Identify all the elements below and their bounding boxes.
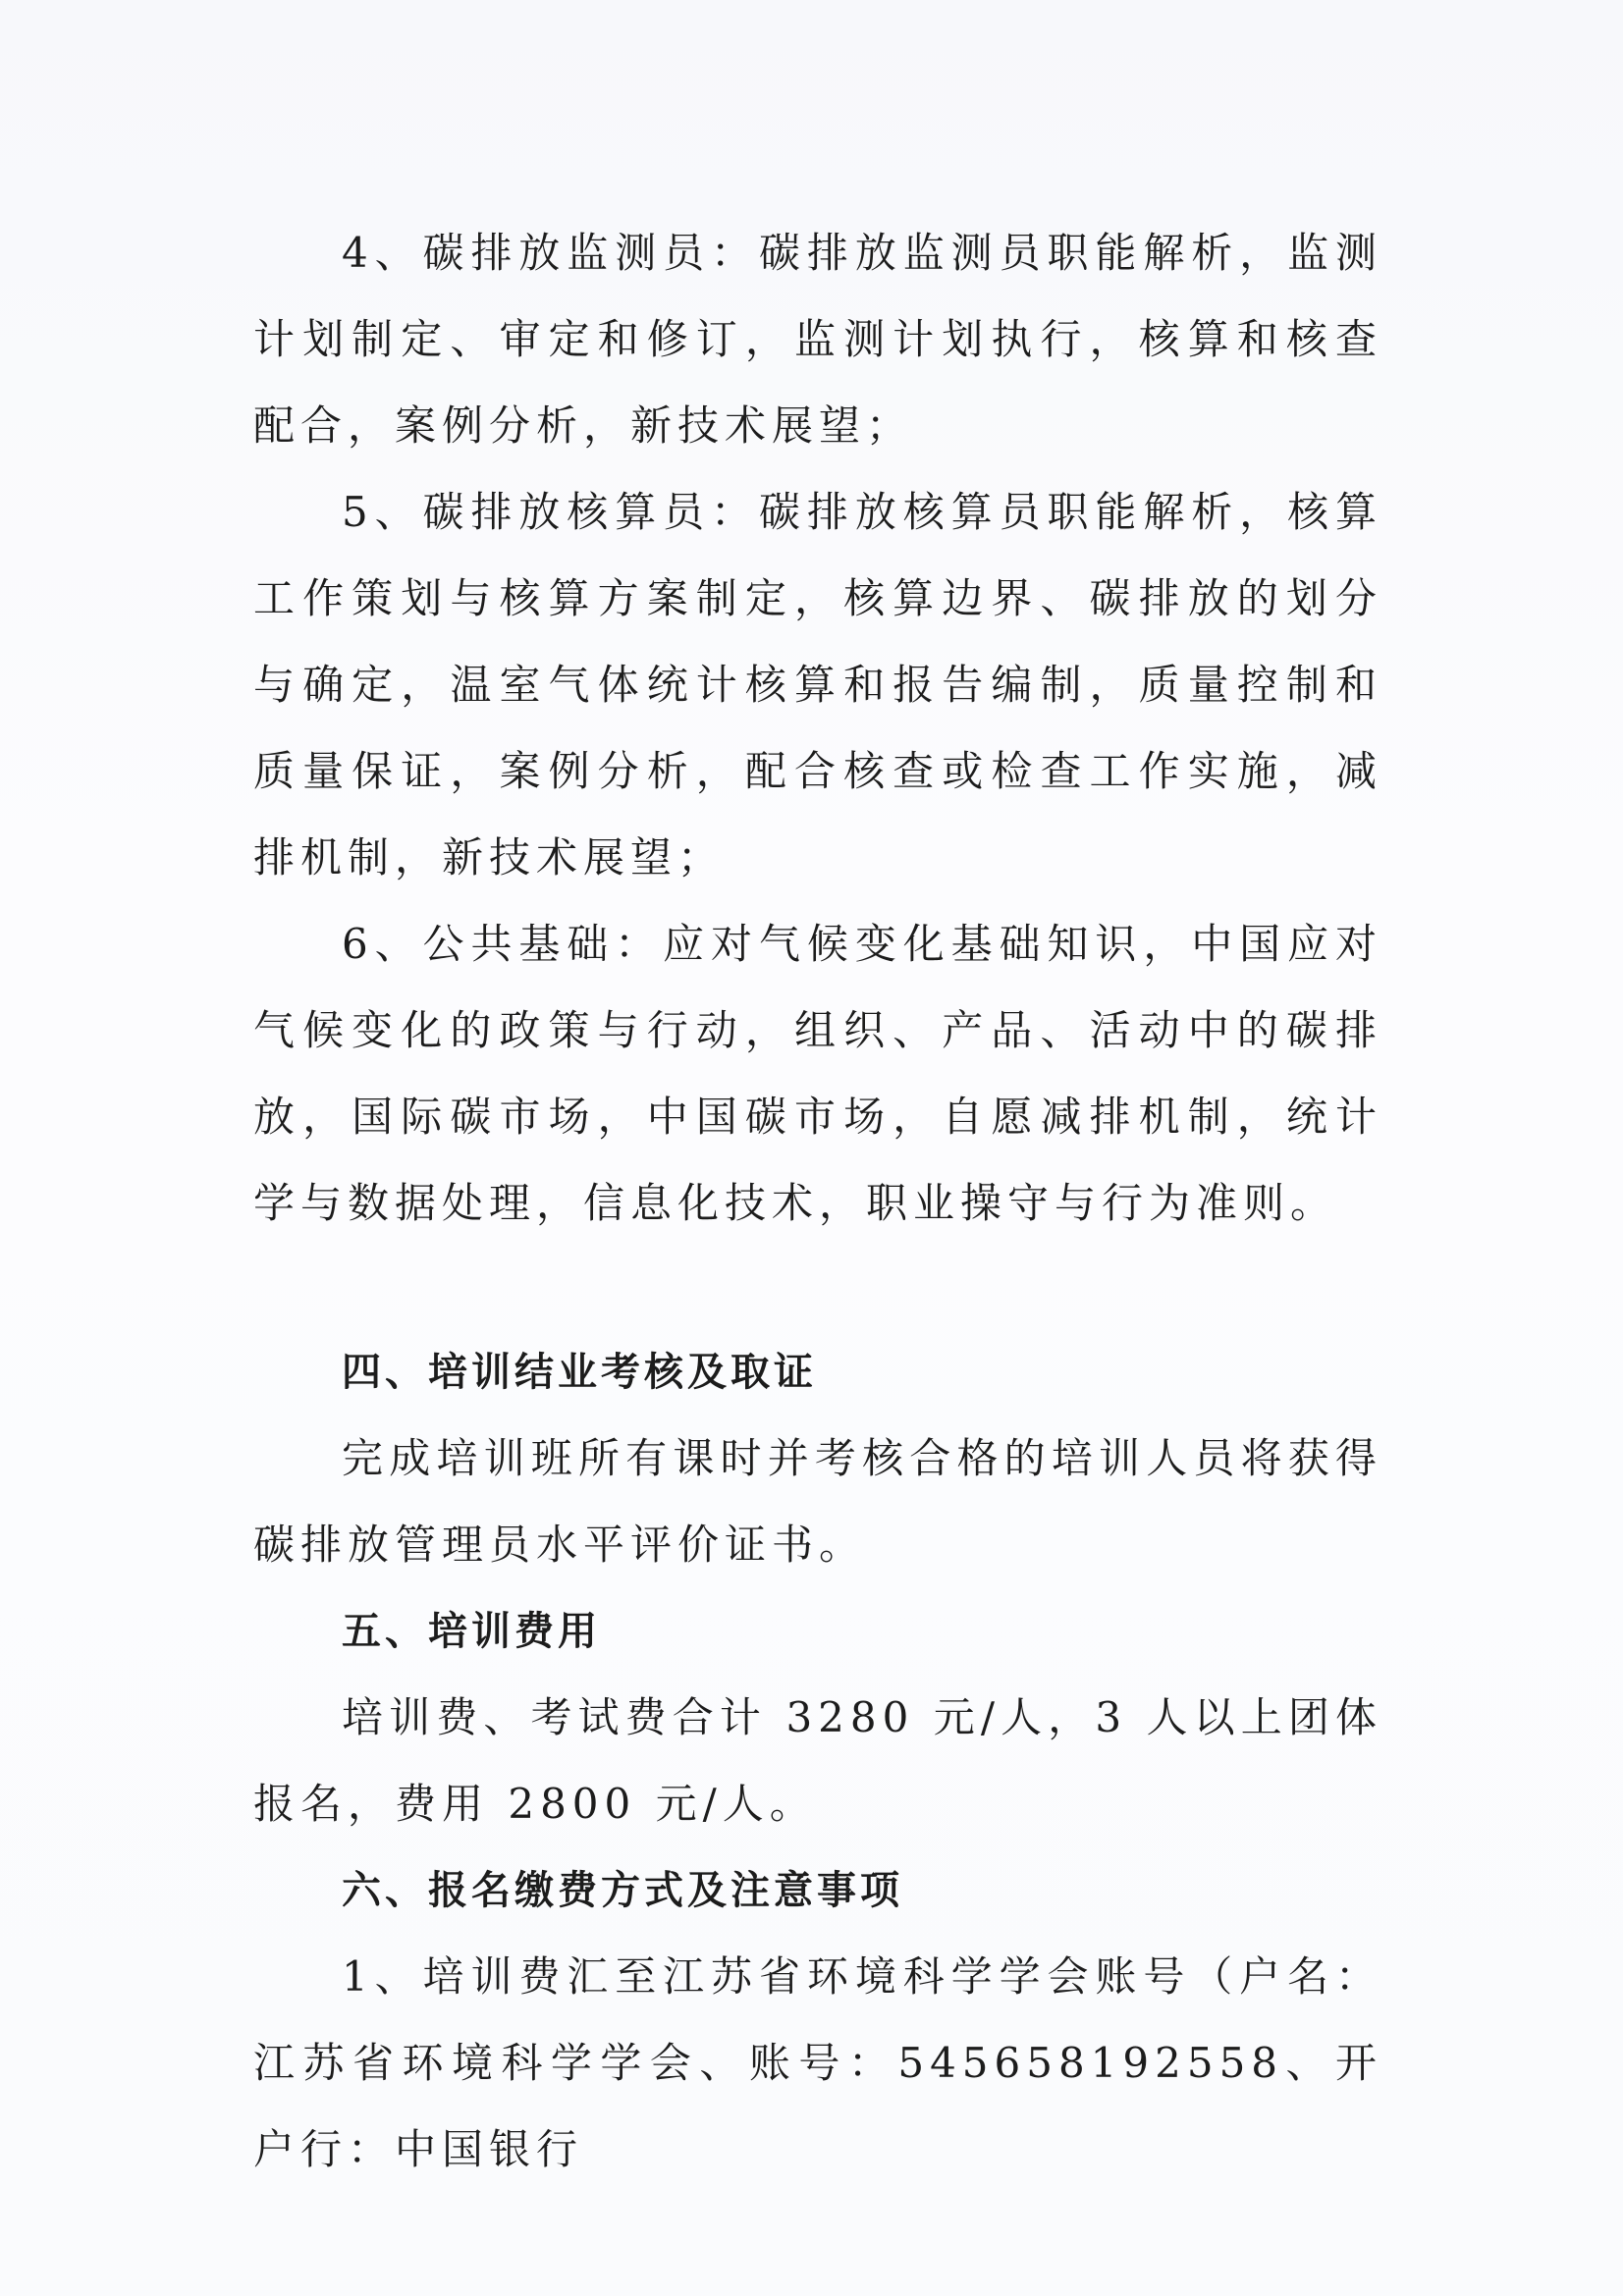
paragraph-item-4: 4、碳排放监测员：碳排放监测员职能解析，监测计划制定、审定和修订，监测计划执行，核算和核查配合，案例分析，新技术展望；	[253, 229, 1382, 450]
section-body-4: 完成培训班所有课时并考核合格的培训人员将获得碳排放管理员水平评价证书。	[253, 1434, 1382, 1569]
paragraph-item-5: 5、碳排放核算员：碳排放核算员职能解析，核算工作策划与核算方案制定，核算边界、碳排放的划分与确定，温室气体统计核算和报告编制，质量控制和质量保证，案例分析，配合核查或检查工作实施，减排机制，新技术展望；	[253, 488, 1382, 881]
section-body-6: 1、培训费汇至江苏省环境科学学会账号（户名：江苏省环境科学学会、账号：545658192558、开户行：中国银行	[253, 1952, 1382, 2173]
document-body	[253, 210, 1382, 2193]
section-heading-6: 六、报名缴费方式及注意事项	[342, 1868, 903, 1913]
section-heading-4: 四、培训结业考核及取证	[342, 1350, 817, 1395]
section-body-5: 培训费、考试费合计 3280 元/人，3 人以上团体报名，费用 2800 元/人。	[253, 1693, 1382, 1828]
section-gap	[253, 1247, 1382, 1329]
paragraph-item-6: 6、公共基础：应对气候变化基础知识，中国应对气候变化的政策与行动，组织、产品、活动中的碳排放，国际碳市场，中国碳市场，自愿减排机制，统计学与数据处理，信息化技术，职业操守与行为准则。	[253, 920, 1382, 1227]
section-heading-5: 五、培训费用	[342, 1609, 601, 1654]
